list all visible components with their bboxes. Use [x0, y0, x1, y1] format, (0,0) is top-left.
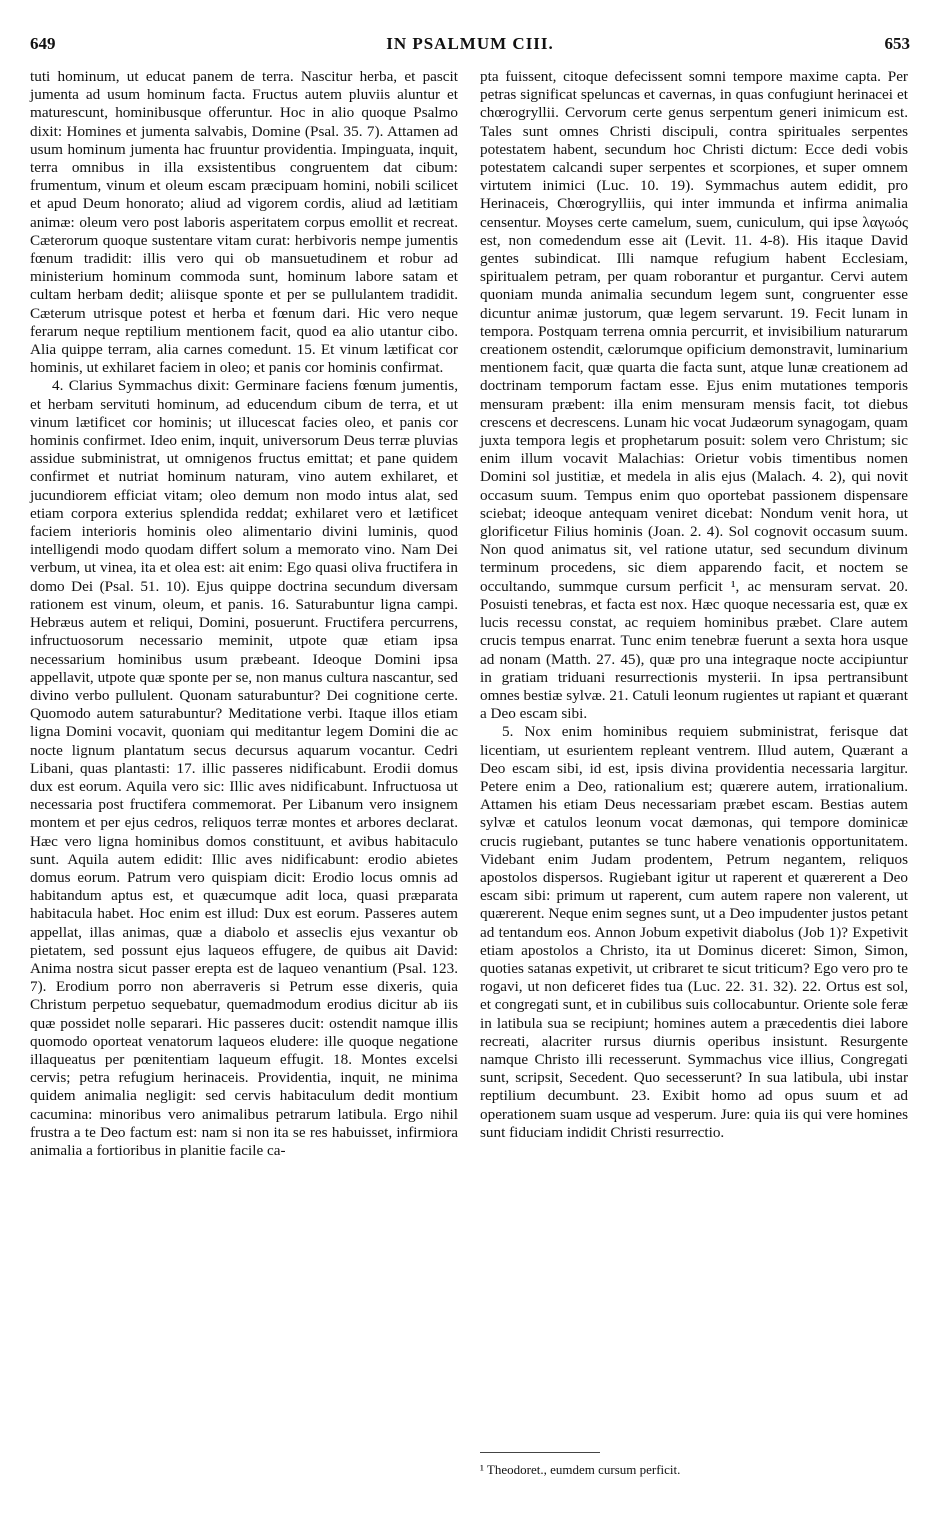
left-paragraph-2: 4. Clarius Symmachus dixit: Germinare faciens fœnum jumentis, et herbam servituti hominum, ad educendum cibum de terra, et ut vinum lætificet cor hominis; ut illucescat facies oleo, et panis cor hominis confirmet. Ideo enim, inquit, universorum Deus terræ pluvias assidue subministrat, ut omnigenos fructus emittat; et pane quidem confirmet et nutriat hominum naturam, vino autem exhilaret, et jucundiorem efficiat vitam; oleo demum non modo intus alat, sed etiam corpora exterius splendida reddat; exhilaret vero et lætificet faciem interioris hominis oleo alimentario divini luminis, quod intelligendi modo quodam differt solum a memorato vino. Nam Dei verbum, ut vinea, ita et olea est: ait enim: Ego quasi oliva fructifera in domo Dei (Psal. 51. 10). Ejus quippe doctrina secundum diversam rationem est vinum, oleum, et panis. 16. Saturabuntur ligna campi. Hebræus autem et reliqui, Domini, posuerunt. Fructifera percurrens, infructuosorum necessario meminit, utpote quæ etiam ipsa necessarium hominibus usum præbeant. Ideoque Domini ipsa appellavit, utpote quæ sponte per se, non manus cultura nascantur, sed divino verbo pullulent. Quonam saturabuntur? Dei cognitione certe. Quomodo autem saturabuntur? Meditatione verbi. Itaque illos etiam ligna Domini vocavit, quoniam qui meditantur legem Domini die ac nocte lignum plantatum secus decursus aquarum vocantur. Cedri Libani, quas plantasti: 17. illic passeres nidificabunt. Erodii domus dux est eorum. Aquila vero sic: Illic aves nidificabunt. Infructuosa ut necessaria post fructifera commemorat. Per Libanum vero insignem montem et per ejus cedros, reliquos terræ montes et arbores declarat. Hæc vero ligna hominibus domos constituunt, et avibus habitaculo sunt. Aquila autem edidit: Illic aves nidificabunt: erodio abietes domus eorum. Patrum vero quispiam dicit: Erodio locus omnis ad habitandum aptus est, et quæcumque adit loca, quasi præparata habitacula habet. Hoc enim est illud: Dux est eorum. Passeres autem appellat, illas animas, quæ a diabolo et asseclis ejus vexantur ob pietatem, sed possunt ejus laqueos effugere, de quibus ait David: Anima nostra sicut passer erepta est de laqueo venantium (Psal. 123. 7). Erodium porro non aberraveris si Petrum esse dixeris, quia Christum perpetuo sequebatur, quemadmodum erodius dicitur ab iis quæ possidet nolle separari. Hic passeres ducit: ostendit namque illis quomodo oporteat venatorum laqueos eludere: ille quoque negatione illaqueatus per pœnitentiam laqueum effugit. 18. Montes excelsi cervis; petra refugium herinaceis. Providentia, inquit, ne minima quidem animalia negligit: sed cervis habitaculum dedit montium cacumina: minoribus vero animalibus petrarum latibula. Ergo nihil frustra a te Deo factum est: nam si non ita se res habuisset, infirmiora animalia a fortioribus in planitie facile ca-	[30, 377, 458, 1159]
footnote-divider	[480, 1452, 600, 1453]
right-paragraph-2: 5. Nox enim hominibus requiem subministrat, ferisque dat licentiam, ut esurientem repleant ventrem. Illud autem, Quærant a Deo escam sibi, id est, ipsis divina providentia necessaria largitur. Petere enim a Deo, rationalium est; quærere autem, irrationalium. Attamen his etiam Deus necessariam præbet escam. Bestias autem sylvæ et catulos leonum vocat dæmonas, qui tempore dominicæ crucis rugiebant, putantes se tunc habere venationis opportunitatem. Videbant enim Judam prodentem, Petrum negantem, reliquos apostolos dispersos. Rugiebant igitur ut raperent et quærerent a Deo escam sibi: primum ut raperent, cum autem rapere non valerent, ut quærerent. Neque enim segnes sunt, ut a Deo impudenter justos petant ad tentandum eos. Annon Jobum expetivit diabolus (Job 1)? Expetivit etiam apostolos a Christo, ita ut Dominus diceret: Simon, Simon, quoties satanas expetivit, ut cribraret te sicut triticum? Ego vero pro te rogavi, ut non deficeret fides tua (Luc. 22. 31. 32). 22. Ortus est sol, et congregati sunt, et in cubilibus suis collocabuntur. Oriente sole feræ in latibula sua se recipiunt; homines autem a præcedentis diei labore recreati, alacriter rursus diurnis operibus insistunt. Resurgente namque Christo illi recesserunt. Symmachus vice illius, Congregati sunt, scripsit, Secedent. Quo secesserunt? In sua latibula, ubi instar reptilium decumbunt. 23. Exibit homo ad opus suum et ad operationem suam usque ad vesperum. Jure: quia iis qui vere homines sunt fiduciam indidit Christi resurrectio.	[480, 723, 908, 1141]
running-title: IN PSALMUM CIII.	[386, 34, 554, 53]
left-column	[30, 68, 458, 1160]
right-column	[480, 68, 908, 1142]
page-header	[0, 0, 940, 64]
page-number-right: 653	[884, 34, 910, 53]
footnote: ¹ Theodoret., eumdem cursum perficit.	[480, 1462, 681, 1477]
right-paragraph-1: pta fuissent, citoque defecissent somni tempore maxime capta. Per petras significat speluncas et cavernas, in quas confugiunt herinacei et chœrogryllii. Cervorum certe genus serpentum generi inimicum est. Tales sunt omnes Christi discipuli, contra spirituales serpentes potestatem habent, secundum hoc Christi dictum: Ecce dedi vobis potestatem calcandi super serpentes et scorpiones, et super omnem virtutem inimici (Luc. 10. 19). Symmachus autem edidit, pro Herinaceis, Chœrogrylliis, qui inter immunda et infirma animalia censentur. Moyses certe camelum, suem, cuniculum, qui ipse λαγωός est, non comedendum esse ait (Levit. 11. 4-8). His itaque David gentes subindicat. Illi namque refugium habent Ecclesiam, spiritualem petram, per quam roborantur et purgantur. Cervi autem quoniam munda animalia secundum legem sunt, congruenter esse dicuntur animæ justorum, quæ legem servarunt. 19. Fecit lunam in tempora. Postquam terrena omnia percurrit, et invisibilium naturarum creationem ostendit, cælorumque opificium demonstravit, luminarium mentionem facit, quæ quarta die facta sunt, atque lunæ creationem ad doctrinam temporum factam esse. Ejus enim mutationes temporis mensuram præbent: illa enim mensuram mensis facit, tot diebus crescens et decrescens. Lunam hic vocat Judæorum synagogam, quam juxta tempora legis et prophetarum posuit: solem vero Christum; sic enim illum vocavit Malachias: Orietur vobis timentibus nomen Domini sol justitiæ, et medela in alis ejus (Malach. 4. 2), qui novit occasum suum. Tempus enim quo oportebat passionem dispensare sciebat; ideoque antequam veniret dicebat: Nondum venit hora, ut glorificetur Filius hominis (Joan. 2. 4). Sol cognovit occasum suum. Non quod animatus sit, vel ratione utatur, sed secundum divinum terminum procedens, sic diem apparendo facit, et noctem se occultando, summque cursum perficit ¹, ac mensuram servat. 20. Posuisti tenebras, et facta est nox. Hæc quoque necessaria est, quæ ex lucis recessu constat, ac requiem hominibus præbet. Clare autem crucis tempus enarrat. Tunc enim tenebræ fuerunt a sexta hora usque ad nonam (Matth. 27. 45), quæ pro una integraque nocte accipiuntur in gratiam triduani resurrectionis mysterii. In ipsa pertransibunt omnes bestiæ sylvæ. 21. Catuli leonum rugientes ut rapiant et quærant a Deo escam sibi.	[480, 68, 908, 723]
left-paragraph-1: tuti hominum, ut educat panem de terra. Nascitur herba, et pascit jumenta ad usum hominum facta. Fructus autem pluviis aluntur et maturescunt, hominibusque offeruntur. Hoc in alio quoque Psalmo dixit: Homines et jumenta salvabis, Domine (Psal. 35. 7). Attamen ad usum hominum jumenta hac fruuntur providentia. Impinguata, inquit, terra omnibus in illa exsistentibus congruentem dat cibum: frumentum, vinum et oleum escam præcipuam homini, nobili scilicet et apud Deum honorato; aliud ad vigorem cordis, aliud ad lætitiam animæ: oleum vero post laboris asperitatem corpus emollit et recreat. Cæterorum quoque sustentare vitam curat: herbivoris nempe jumentis fœnum tradidit: illis vero qui ob mansuetudinem et robur ad ministerium hominum commoda sunt, hominum labore satam et cultam herbam dedit; aliisque sponte et per se pullulantem tradidit. Cæterum utrisque potest et herba et fœnum dari. Hic vero neque ferarum neque reptilium mentionem facit, quod ea alio utantur cibo. Alia quippe terram, alia carnes comedunt. 15. Et vinum lætificat cor hominis, ut exhilaret faciem in oleo; et panis cor hominis confirmat.	[30, 68, 458, 377]
page-number-left: 649	[30, 34, 56, 53]
